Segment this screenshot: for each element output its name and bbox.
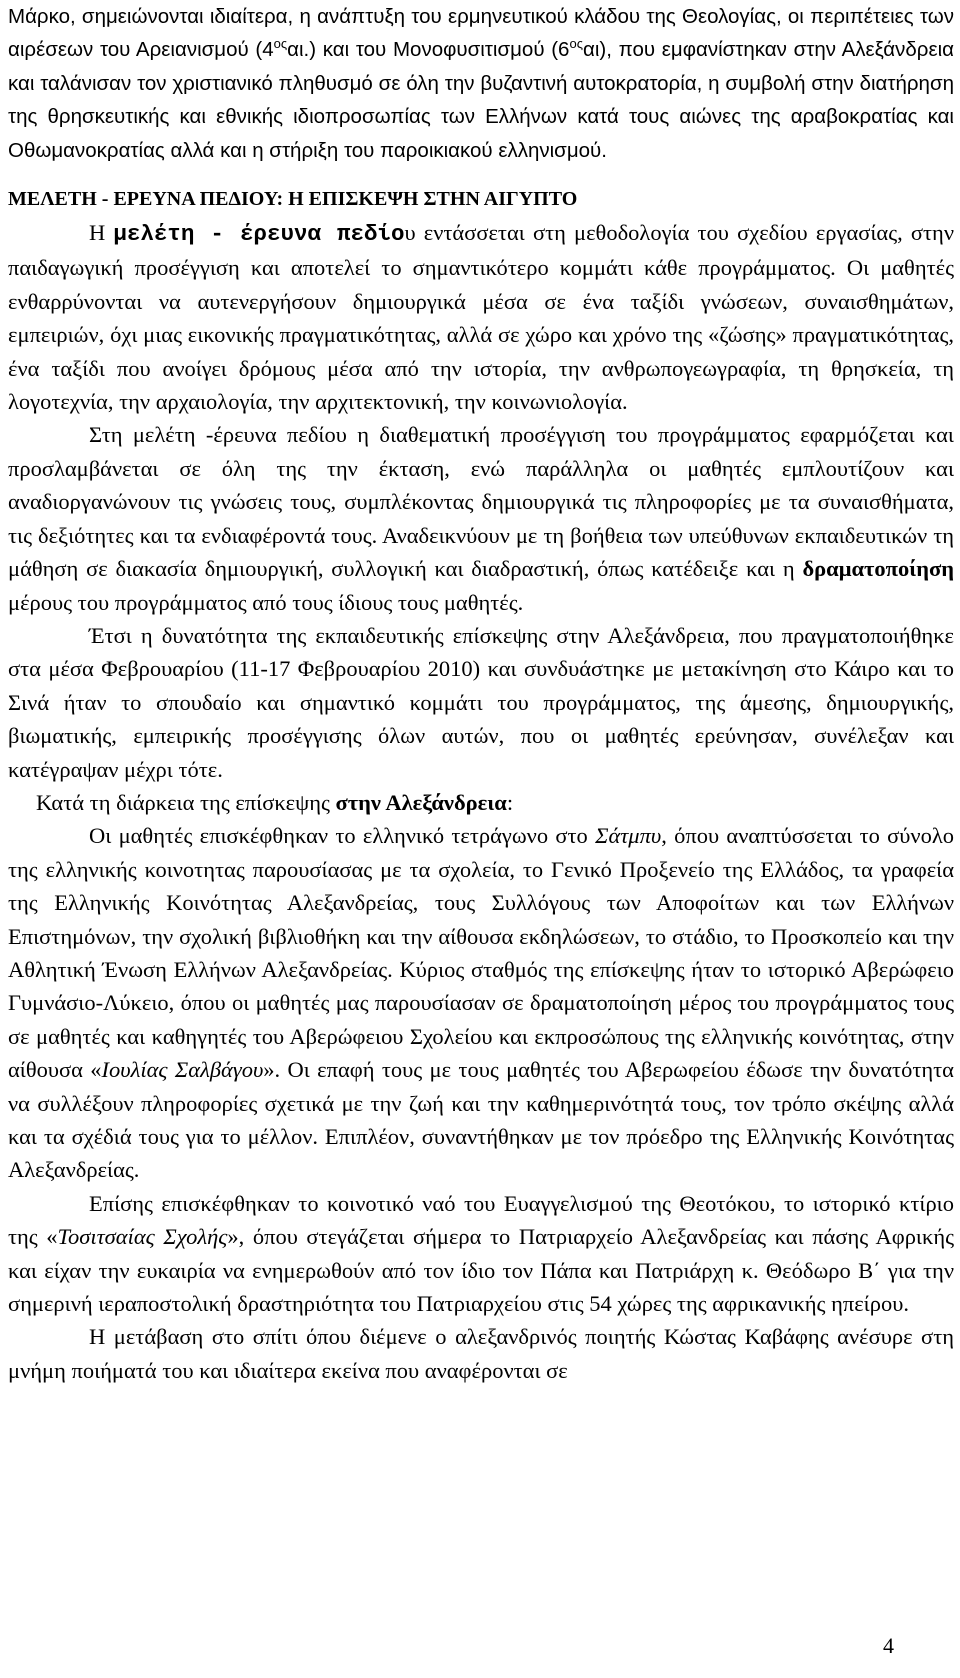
intro-text: Μάρκο, σημειώνονται ιδιαίτερα, η ανάπτυξη του ερμηνευτικού κλάδου της Θεολογίας, οι περιπέτειες των αιρέσεων του Αρειανισμού (4 — [8, 5, 954, 62]
paragraph-cross-thematic — [8, 418, 954, 618]
paragraph-text: Στη μελέτη -έρευνα πεδίου η διαθεματική προσέγγιση του προγράμματος εφαρμόζεται και προσλαμβάνεται σε όλη της την έκταση, ενώ παράλληλα οι μαθητές εμπλουτίζουν και αναδιοργανώνουν τις γνώσεις τους, συμπλέκοντας δημιουργικά τις πληροφορίες με τα συναισθήματα, τις δεξιότητες και τα ενδιαφέροντά τους. Αναδεικνύουν με τη βοήθεια των υπεύθυνων εκπαιδευτικών τη μάθηση σε διακασία δημιουργική, συλλογική και διαδραστική, όπως κατέδειξε και η — [8, 422, 954, 582]
italic-term: Σάτμπυ — [595, 823, 662, 849]
paragraph-field-study — [8, 216, 954, 418]
paragraph-text: μέρους του προγράμματος από τους ίδιους τους μαθητές. — [8, 589, 524, 615]
italic-term: Τοσιτσαίας Σχολής — [57, 1224, 228, 1250]
paragraph-text: Επίσης επισκέφθηκαν το κοινοτικό ναό του Ευαγγελισμού της Θεοτόκου, το ιστορικό κτίριο της « — [8, 1190, 954, 1250]
paragraph-text: , όπου αναπτύσσεται το σύνολο της ελληνικής κοινοτητας παρουσίασας με τα σχολεία, το Γενικό Προξενείο της Ελλάδος, τα γραφεία της Ελληνικής Κοινότητας Αλεξανδρείας, τους Συλλόγους των Αποφοίτων και των Ελλήνων Επιστημόνων, την σχολική βιβλιοθήκη και την αίθουσα εκδηλώσεων, το στάδιο, το Προσκοπείο και την Αθλητική Ένωση Ελλήνων Αλεξανδρείας. Κύριος σταθμός της επίσκεψης ήταν το ιστορικό Αβερώφειο Γυμνάσιο-Λύκειο, όπου οι μαθητές μας παρουσίασαν σε δραματοποίηση μέρος του προγράμματος τους σε μαθητές και καθηγητές του Αβερώφειου Σχολείου και εκπροσώπους της ελληνικής κοινότητας, στην αίθουσα « — [8, 823, 954, 1083]
paragraph-text: υ εντάσσεται στη μεθοδολογία του σχεδίου εργασίας, στην παιδαγωγική προσέγγιση και αποτελεί το σημαντικότερο κομμάτι κάθε προγράμματος. — [8, 220, 954, 281]
intro-text: αι.) και του Μονοφυσιτισμού (6 — [287, 38, 570, 62]
page-number: 4 — [883, 1633, 894, 1658]
paragraph-text: Κατά τη διάρκεια της επίσκεψης — [36, 789, 336, 815]
text-column — [8, 0, 954, 1387]
superscript: ος — [569, 36, 583, 52]
intro-paragraph — [8, 0, 954, 167]
bold-term: στην Αλεξάνδρεια — [335, 789, 507, 815]
paragraph-trip: Έτσι η δυνατότητα της εκπαιδευτικής επίσκεψης στην Αλεξάνδρεια, που πραγματοποιήθηκε στα μέσα Φεβρουαρίου (11-17 Φεβρουαρίου 2010) και συνδυάστηκε με μετακίνηση στο Κάιρο και το Σινά ήταν το σπουδαίο και σημαντικό κομμάτι του προγράμματος, της άμεσης, δημιουργικής, βιωματικής, εμπειρικής προσέγγισης όλων αυτών, που οι μαθητές ερεύνησαν, συνέλεξαν και κατέγραψαν μέχρι τότε. — [8, 622, 954, 782]
paragraph-text: Οι μαθητές επισκέφθηκαν το ελληνικό τετράγωνο στο — [89, 823, 596, 849]
paragraph-text: ». Οι επαφή τους με τους μαθητές του Αβερωφείου έδωσε την δυνατότητα να συλλέξουν πληροφορίες σχετικά με την ζωή και την καθημερινότητά τους, τον τρόπο σκέψης αλλά και τα σχέδιά τους για το μέλλον. Επιπλέον, συναντήθηκαν με τον πρόεδρο της Ελληνικής Κοινότητας Αλεξανδρείας. — [8, 1057, 954, 1183]
bold-term: δραματοποίηση — [802, 556, 954, 582]
intro-text: αι), που εμφανίστηκαν στην Αλεξάνδρεια και ταλάνισαν τον χριστιανικό πληθυσμό σε όλη την βυζαντινή αυτοκρατορία, η συμβολή στην διατήρηση της θρησκευτικής και εθνικής ιδιοπροσωπίας των Ελλήνων κατά τους αιώνες της αραβοκρατίας και Οθωμανοκρατίας αλλά και η στήριξη του παροικιακού ελληνισμού. — [8, 38, 954, 162]
paragraph-patriarchate — [8, 1187, 954, 1321]
superscript: ος — [273, 36, 288, 52]
paragraph-sporting — [8, 819, 954, 1186]
paragraph-text: : — [506, 789, 514, 815]
paragraph-text: », όπου στεγάζεται σήμερα το Πατριαρχείο Αλεξανδρείας και πάσης Αφρικής και είχαν την ευκαιρία να ενημερωθούν από τον ίδιο τον Πάπα και Πατριάρχη κ. Θεόδωρο Β΄ για την σημερινή ιεραποστολική δραστηριότητα του Πατριαρχείου στις 54 χώρες της αφρικανικής ηπείρου. — [8, 1224, 955, 1317]
section-heading: ΜΕΛΕΤΗ - ΕΡΕΥΝΑ ΠΕΔΙΟΥ: Η ΕΠΙΣΚΕΨΗ ΣΤΗΝ ΑΙΓΥΠΤΟ — [8, 188, 578, 211]
italic-term: Ιουλίας Σαλβάγου — [101, 1057, 264, 1083]
paragraph-text: Οι μαθητές ενθαρρύνονται να αυτενεργήσουν δημιουργικά μέσα σε ένα ταξίδι γνώσεων, συναισθημάτων, εμπειριών, όχι μιας εικονικής πραγματικότητας, αλλά σε χώρο και χρόνο της «ζώσης» πραγματικότητας, ένα ταξίδι που ανοίγει δρόμους μέσα από την ιστορία, την ανθρωπογεωγραφία, τη θρησκεία, τη λογοτεχνία, την αρχαιολογία, την αρχιτεκτονική, την κοινωνιολογία. — [8, 255, 954, 415]
paragraph-text: Η — [89, 220, 114, 246]
visit-intro-line — [8, 786, 954, 819]
bold-term: μελέτη - έρευνα πεδίο — [113, 221, 405, 248]
paragraph-cavafy: Η μετάβαση στο σπίτι όπου διέμενε ο αλεξανδρινός ποιητής Κώστας Καβάφης ανέσυρε στη μνήμη ποιήματά του και ιδιαίτερα εκείνα που αναφέρονται σε — [8, 1324, 954, 1383]
